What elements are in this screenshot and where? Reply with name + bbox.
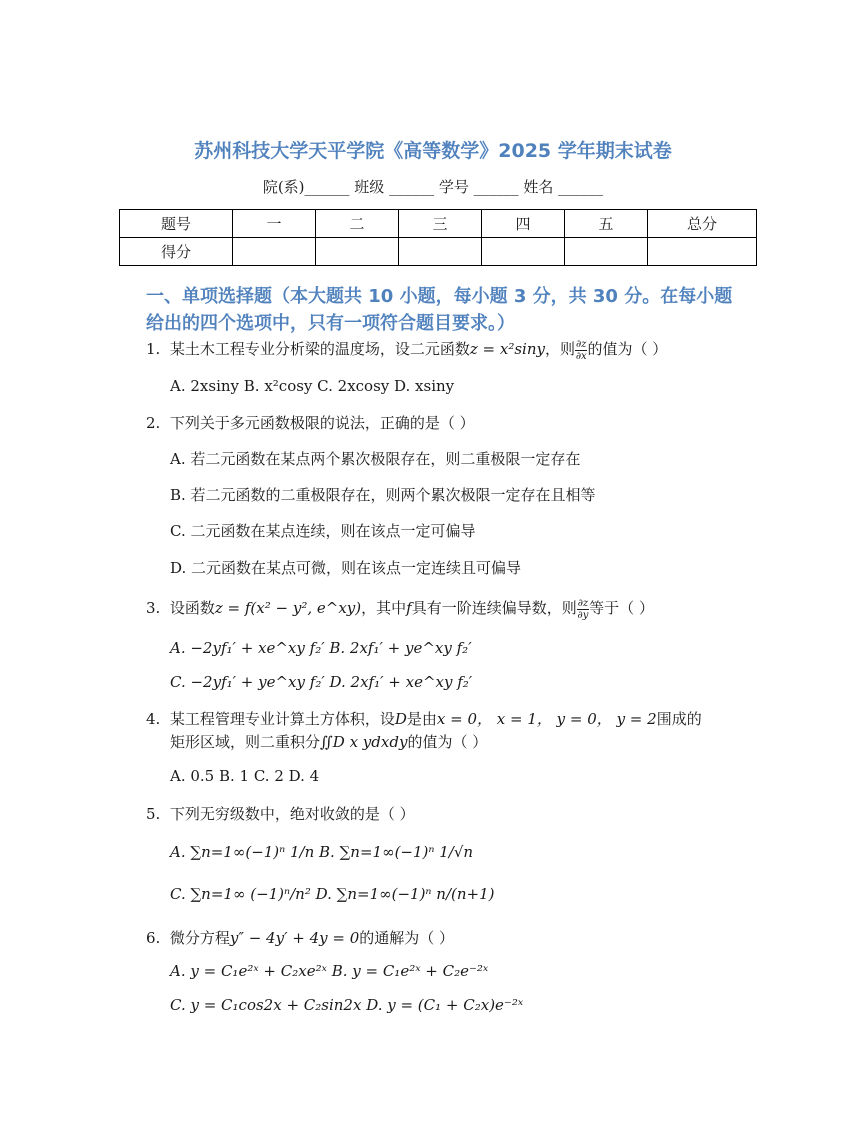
question-text: 的值为（ ） xyxy=(587,340,668,358)
table-cell: 题号 xyxy=(120,210,233,238)
question-2-option-d: D. 二元函数在某点可微，则在该点一定连续且可偏导 xyxy=(170,559,522,577)
question-text: 设函数 xyxy=(169,599,215,617)
question-text: 围成的 xyxy=(656,710,702,728)
question-text: 等于（ ） xyxy=(589,599,654,617)
question-3-options-line-1: A. −2yf₁′ + xe^xy f₂′ B. 2xf₁′ + ye^xy f₂′ xyxy=(170,639,472,657)
question-6-options-line-2: C. y = C₁cos2x + C₂sin2x D. y = (C₁ + C₂x)e⁻²ˣ xyxy=(170,996,524,1014)
question-4-stem-line-2 xyxy=(170,731,487,752)
question-number: 5. xyxy=(146,805,161,823)
math-symbol: f xyxy=(406,599,412,617)
score-cell[interactable] xyxy=(648,238,757,266)
question-1-stem xyxy=(146,338,667,362)
math-expression: y″ − 4y′ + 4y = 0 xyxy=(229,929,360,947)
question-2-option-a: A. 若二元函数在某点两个累次极限存在，则二重极限一定存在 xyxy=(170,450,581,468)
question-text: ，其中 xyxy=(361,599,407,617)
table-cell: 三 xyxy=(399,210,482,238)
question-5-stem xyxy=(146,803,415,824)
question-number: 6. xyxy=(146,929,161,947)
question-text: 具有一阶连续偏导数，则 xyxy=(411,599,577,617)
score-cell[interactable] xyxy=(233,238,316,266)
math-expression: x = 0， x = 1， y = 0， y = 2 xyxy=(436,710,657,728)
exam-title: 苏州科技大学天平学院《高等数学》2025 学年期末试卷 xyxy=(194,140,672,162)
question-text: 的通解为（ ） xyxy=(359,929,455,947)
partial-fraction xyxy=(577,598,589,621)
score-table-header-row xyxy=(120,210,757,238)
table-cell: 得分 xyxy=(120,238,233,266)
score-cell[interactable] xyxy=(482,238,565,266)
question-number: 2. xyxy=(146,414,161,432)
question-6-stem xyxy=(146,927,454,948)
question-number: 4. xyxy=(146,710,161,728)
fraction-denominator: ∂y xyxy=(577,609,589,621)
question-text: 某工程管理专业计算土方体积，设 xyxy=(169,710,395,728)
question-text: 矩形区域，则二重积分 xyxy=(170,733,321,751)
table-cell: 总分 xyxy=(648,210,757,238)
fraction-numerator: ∂z xyxy=(577,597,589,609)
question-4-stem-line-1 xyxy=(146,708,702,729)
question-text: 是由 xyxy=(406,710,437,728)
score-table-score-row xyxy=(120,238,757,266)
question-3-stem xyxy=(146,597,654,621)
section-1-heading: 一、单项选择题（本大题共 10 小题，每小题 3 分，共 30 分。在每小题给出的四个选项中，只有一项符合题目要求。） xyxy=(146,286,733,334)
question-2-option-b: B. 若二元函数的二重极限存在，则两个累次极限一定存在且相等 xyxy=(170,486,596,504)
score-cell[interactable] xyxy=(565,238,648,266)
question-text: 下列关于多元函数极限的说法，正确的是（ ） xyxy=(169,414,475,432)
math-expression: z = x²siny xyxy=(469,340,545,358)
question-number: 3. xyxy=(146,599,161,617)
fraction-denominator: ∂x xyxy=(575,350,587,362)
question-text: 下列无穷级数中，绝对收敛的是（ ） xyxy=(169,805,415,823)
question-number: 1. xyxy=(146,340,161,358)
table-cell: 四 xyxy=(482,210,565,238)
question-2-option-c: C. 二元函数在某点连续，则在该点一定可偏导 xyxy=(170,522,476,540)
score-table xyxy=(119,209,757,266)
math-expression: ∬D x ydxdy xyxy=(320,733,408,751)
question-5-options-line-1: A. ∑n=1∞(−1)ⁿ 1/n B. ∑n=1∞(−1)ⁿ 1/√n xyxy=(170,843,474,861)
partial-fraction xyxy=(575,339,587,362)
question-1-options: A. 2xsiny B. x²cosy C. 2xcosy D. xsiny xyxy=(170,377,455,395)
table-cell: 一 xyxy=(233,210,316,238)
question-5-options-line-2: C. ∑n=1∞ (−1)ⁿ/n² D. ∑n=1∞(−1)ⁿ n/(n+1) xyxy=(170,885,495,903)
table-cell: 二 xyxy=(316,210,399,238)
question-text: 的值为（ ） xyxy=(407,733,488,751)
question-text: 某土木工程专业分析梁的温度场，设二元函数 xyxy=(169,340,470,358)
math-symbol: D xyxy=(394,710,407,728)
question-2-stem xyxy=(146,412,475,433)
question-6-options-line-1: A. y = C₁e²ˣ + C₂xe²ˣ B. y = C₁e²ˣ + C₂e⁻²ˣ xyxy=(170,962,489,980)
question-text: 微分方程 xyxy=(169,929,230,947)
student-info-line: 院(系)______ 班级 ______ 学号 ______ 姓名 ______ xyxy=(262,178,604,196)
question-4-options: A. 0.5 B. 1 C. 2 D. 4 xyxy=(170,767,320,785)
score-cell[interactable] xyxy=(399,238,482,266)
table-cell: 五 xyxy=(565,210,648,238)
score-cell[interactable] xyxy=(316,238,399,266)
question-text: ，则 xyxy=(545,340,576,358)
question-3-options-line-2: C. −2yf₁′ + ye^xy f₂′ D. 2xf₁′ + xe^xy f₂′ xyxy=(170,673,473,691)
fraction-numerator: ∂z xyxy=(576,338,587,350)
math-expression: z = f(x² − y², e^xy) xyxy=(214,599,362,617)
